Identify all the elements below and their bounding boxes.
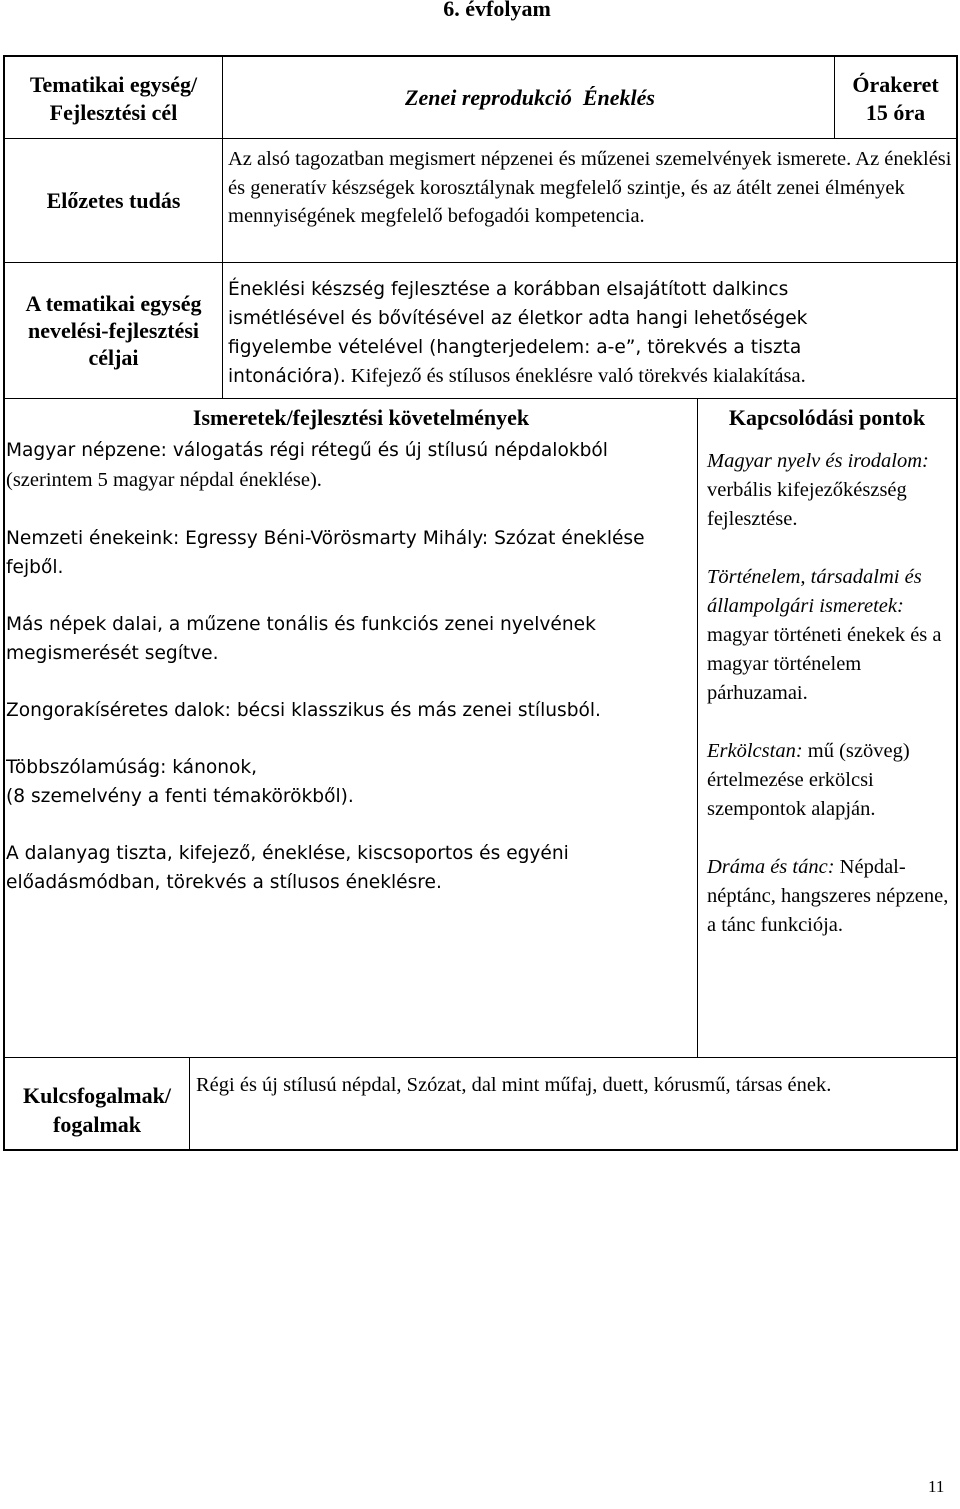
divider-keywords-column <box>189 1057 190 1150</box>
connection-drama <box>707 853 952 940</box>
requirement-performance: A dalanyag tiszta, kifejező, éneklése, kiscsoportos és egyéni előadásmódban, törekvés a stílusos éneklésre. <box>6 843 569 893</box>
page-number: 11 <box>928 1477 945 1496</box>
divider-prior-bottom <box>3 262 957 263</box>
goals-text <box>228 275 878 391</box>
goals-text-summary: Kifejező és stílusos éneklésre való törekvés kialakítása. <box>345 365 806 387</box>
keywords-label-line2: fogalmak <box>53 1112 141 1137</box>
keywords-text: Régi és új stílusú népdal, Szózat, dal mint műfaj, duett, kórusmű, társas ének. <box>196 1074 832 1096</box>
topic-label-line2: Fejlesztési cél <box>49 100 178 125</box>
requirement-polyphony-line1: Többszólamúság: kánonok, <box>6 757 258 778</box>
connection-drama-subject: Dráma és tánc: <box>707 856 835 878</box>
prior-knowledge-label: Előzetes tudás <box>46 188 181 213</box>
requirement-folk-music-main: Magyar népzene: válogatás régi rétegű és új stílusú népdalokból <box>6 440 608 461</box>
table-border-top <box>3 55 957 57</box>
requirements-heading: Ismeretek/fejlesztési követelmények <box>192 405 530 430</box>
connection-literature-text: verbális kifejezőkészség fejlesztése. <box>707 479 907 530</box>
connection-ethics-text: mű (szöveg) értelmezése erkölcsi szempontok alapján. <box>707 740 910 820</box>
divider-topic-bottom <box>3 138 957 139</box>
goals-label <box>5 290 222 371</box>
topic-label-line1: Tematikai egység/ <box>29 72 198 97</box>
connection-literature-subject: Magyar nyelv és irodalom: <box>707 450 929 472</box>
topic-label <box>5 71 222 127</box>
connection-history-text: magyar történeti énekek és a magyar történelem párhuzamai. <box>707 624 942 704</box>
hours-value: 15 óra <box>865 100 926 125</box>
connection-ethics-subject: Erkölcstan: <box>707 740 803 762</box>
requirement-other-nations: Más népek dalai, a műzene tonális és funkciós zenei nyelvének megismerését segítve. <box>6 614 596 664</box>
connections-heading: Kapcsolódási pontok <box>728 405 926 430</box>
keywords-label-line1: Kulcsfogalmak/ <box>23 1083 171 1108</box>
connection-history-subject: Történelem, társadalmi és állampolgári ismeretek: <box>707 566 922 617</box>
hours-label: Órakeret <box>852 72 939 97</box>
connection-drama-text: Népdal-néptánc, hangszeres népzene, a tánc funkciója. <box>707 856 949 936</box>
grade-header: 6. évfolyam <box>443 0 551 21</box>
goals-text-main: Éneklési készség fejlesztése a korábban elsajátított dalkincs ismétlésével és bővítésével az életkor adta hangi lehetőségek figyelembe vételével (hangterjedelem: a-e”, törekvés a tiszta intonációra). <box>228 279 808 387</box>
divider-goals-bottom <box>3 398 957 399</box>
prior-knowledge-text: Az alsó tagozatban megismert népzenei és műzenei szemelvények ismerete. Az éneklési és generatív készségek korosztálynak megfelelő szintje, és az átélt zenei élmények mennyiségének megfelelő befogadói kompetencia. <box>228 148 952 227</box>
requirements-body <box>6 436 696 897</box>
requirement-national-songs: Nemzeti énekeink: Egressy Béni-Vörösmarty Mihály: Szózat éneklése fejből. <box>6 528 645 578</box>
connection-history <box>707 563 952 708</box>
requirement-polyphony <box>6 753 696 811</box>
divider-content-bottom <box>3 1057 957 1058</box>
requirement-folk-music <box>6 436 696 496</box>
requirement-piano-songs: Zongorakíséretes dalok: bécsi klasszikus és más zenei stílusból. <box>6 700 601 721</box>
connections-body <box>707 447 952 940</box>
requirement-polyphony-line2: (8 szemelvény a fenti témakörökből). <box>6 786 354 807</box>
topic-title: Zenei reprodukció Éneklés <box>405 85 655 110</box>
goals-label-line3: céljai <box>88 345 139 370</box>
connection-literature <box>707 447 952 534</box>
divider-connections-column <box>697 398 698 1058</box>
table-border-right <box>956 55 958 1151</box>
connection-ethics <box>707 737 952 824</box>
keywords-label <box>5 1081 189 1139</box>
requirement-folk-music-note: (szerintem 5 magyar népdal éneklése). <box>6 469 322 491</box>
goals-label-line2: nevelési-fejlesztési <box>27 318 200 343</box>
goals-label-line1: A tematikai egység <box>25 291 202 316</box>
divider-label-column <box>222 55 223 399</box>
table-border-bottom <box>3 1149 958 1151</box>
hours-block <box>835 71 956 127</box>
table-border-left <box>3 55 5 1151</box>
